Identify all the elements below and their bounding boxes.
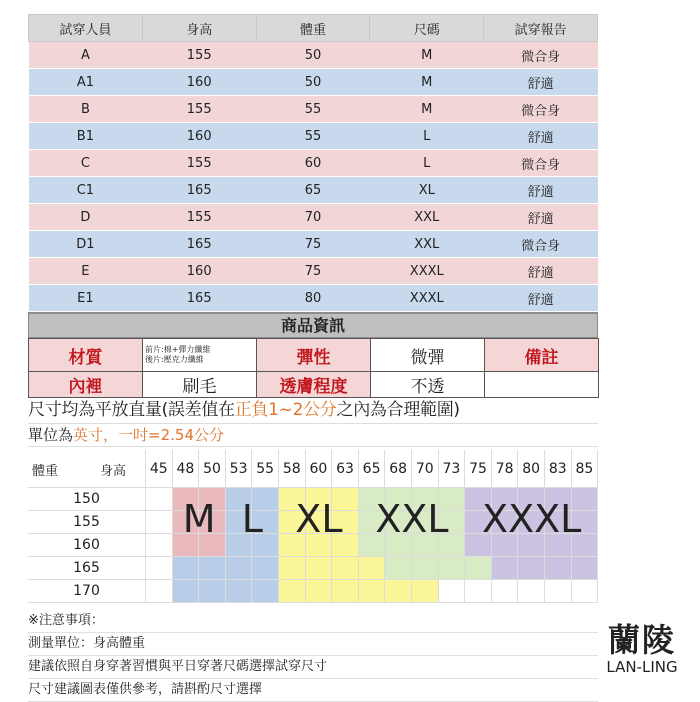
tryout-cell-size: L [370, 150, 484, 177]
weight-header: 80 [518, 450, 545, 488]
tryout-header-report: 試穿報告 [484, 15, 598, 42]
size-cell [465, 557, 492, 580]
weight-header: 83 [545, 450, 572, 488]
size-cell [279, 557, 306, 580]
tryout-cell-weight: 55 [256, 96, 370, 123]
tryout-header-row [29, 15, 598, 42]
weight-header: 45 [146, 450, 173, 488]
size-cell [412, 580, 439, 603]
tryout-header-size: 尺碼 [370, 15, 484, 42]
tryout-cell-tester: B1 [29, 123, 143, 150]
tryout-row [29, 123, 598, 150]
tryout-cell-size: M [370, 69, 484, 96]
weight-header: 63 [332, 450, 359, 488]
tryout-cell-report: 微合身 [484, 96, 598, 123]
weight-header: 50 [199, 450, 226, 488]
size-cell [545, 580, 572, 603]
height-row-label: 150 [28, 488, 146, 511]
tryout-cell-report: 微合身 [484, 231, 598, 258]
footer-note-line: 建議依照自身穿著習慣與平日穿著尺碼選擇試穿尺寸 [28, 656, 598, 679]
tryout-body [29, 42, 598, 312]
tryout-row [29, 42, 598, 69]
transparency-label: 透膚程度 [257, 372, 371, 398]
measurement-note-tail: 之內為合理範圍) [336, 400, 460, 420]
transparency-value: 不透 [371, 372, 485, 398]
tryout-cell-height: 165 [142, 285, 256, 312]
size-cell [439, 580, 466, 603]
tryout-cell-size: XL [370, 177, 484, 204]
tryout-cell-weight: 60 [256, 150, 370, 177]
tryout-cell-tester: E1 [29, 285, 143, 312]
tryout-row [29, 258, 598, 285]
size-cell [252, 557, 279, 580]
product-info-row [29, 372, 599, 398]
tryout-cell-weight: 75 [256, 258, 370, 285]
footer-notes [28, 610, 598, 702]
size-cell [146, 534, 173, 557]
weight-header: 78 [492, 450, 519, 488]
size-info-sheet [28, 14, 598, 702]
tryout-cell-report: 舒適 [484, 285, 598, 312]
size-cell [226, 580, 253, 603]
tryout-cell-height: 160 [142, 69, 256, 96]
tryout-cell-height: 155 [142, 204, 256, 231]
measurement-note-tolerance: 正負1~2公分 [234, 400, 337, 420]
unit-note-conversion: 英寸，一吋=2.54公分 [73, 426, 224, 444]
size-cell [332, 557, 359, 580]
tryout-cell-size: XXL [370, 231, 484, 258]
material-label: 材質 [29, 339, 143, 372]
weight-header: 55 [252, 450, 279, 488]
tryout-cell-size: XXXL [370, 258, 484, 285]
tryout-cell-size: XXL [370, 204, 484, 231]
size-cell [572, 557, 599, 580]
size-cell [465, 580, 492, 603]
tryout-cell-weight: 50 [256, 42, 370, 69]
height-row-label: 155 [28, 511, 146, 534]
size-cell [252, 580, 279, 603]
size-chart-corner-weight: 體重 [32, 464, 59, 479]
unit-note [28, 424, 598, 447]
tryout-row [29, 285, 598, 312]
lining-value: 刷毛 [143, 372, 257, 398]
footer-note-line: ※注意事項： [28, 610, 598, 633]
size-label-xxl: XXL [375, 497, 449, 541]
tryout-cell-report: 舒適 [484, 204, 598, 231]
tryout-row [29, 231, 598, 258]
size-cell [306, 557, 333, 580]
size-label-l: L [241, 497, 263, 541]
weight-header: 70 [412, 450, 439, 488]
tryout-header-weight: 體重 [256, 15, 370, 42]
brand-logo [596, 622, 688, 676]
tryout-header-height: 身高 [142, 15, 256, 42]
weight-header: 68 [385, 450, 412, 488]
product-info-row [29, 339, 599, 372]
measurement-note [28, 398, 598, 424]
tryout-cell-weight: 50 [256, 69, 370, 96]
tryout-cell-tester: D1 [29, 231, 143, 258]
weight-header: 85 [572, 450, 599, 488]
product-info-title: 商品資訊 [28, 312, 598, 338]
material-back-text: 後片:壓克力纖維 [145, 355, 204, 364]
tryout-cell-tester: A1 [29, 69, 143, 96]
elastic-label: 彈性 [257, 339, 371, 372]
size-cell [173, 557, 200, 580]
size-cell [332, 580, 359, 603]
footer-note-line: 測量單位：身高體重 [28, 633, 598, 656]
footer-note-line: 尺寸建議圖表僅供參考，請斟酌尺寸選擇 [28, 679, 598, 702]
elastic-value: 微彈 [371, 339, 485, 372]
tryout-cell-report: 舒適 [484, 123, 598, 150]
lining-label: 內裡 [29, 372, 143, 398]
size-cell [359, 557, 386, 580]
brand-name-english: LAN-LING [606, 658, 678, 676]
tryout-cell-height: 165 [142, 177, 256, 204]
size-cell [146, 557, 173, 580]
brand-name-chinese: 蘭陵 [607, 621, 676, 659]
size-cell [545, 557, 572, 580]
tryout-cell-height: 155 [142, 96, 256, 123]
size-cell [199, 580, 226, 603]
size-chart-corner [28, 450, 146, 488]
tryout-cell-height: 160 [142, 258, 256, 285]
tryout-cell-tester: B [29, 96, 143, 123]
size-cell [439, 557, 466, 580]
size-cell [279, 580, 306, 603]
tryout-cell-size: XXXL [370, 285, 484, 312]
height-row-label: 165 [28, 557, 146, 580]
tryout-row [29, 69, 598, 96]
measurement-note-text: 尺寸均為平放直量(誤差值在 [28, 400, 235, 420]
size-cell [359, 580, 386, 603]
weight-header: 65 [359, 450, 386, 488]
tryout-header-tester: 試穿人員 [29, 15, 143, 42]
size-cell [518, 580, 545, 603]
size-label-m: M [182, 497, 216, 541]
tryout-cell-weight: 70 [256, 204, 370, 231]
size-chart [28, 450, 598, 610]
tryout-cell-weight: 65 [256, 177, 370, 204]
size-cell [492, 580, 519, 603]
size-cell [146, 511, 173, 534]
tryout-cell-weight: 80 [256, 285, 370, 312]
tryout-cell-report: 舒適 [484, 177, 598, 204]
tryout-table [28, 14, 598, 312]
tryout-row [29, 150, 598, 177]
size-cell [412, 557, 439, 580]
tryout-row [29, 204, 598, 231]
size-cell [173, 580, 200, 603]
size-cell [146, 488, 173, 511]
weight-header: 73 [439, 450, 466, 488]
size-cell [518, 557, 545, 580]
remark-value [485, 372, 599, 398]
tryout-cell-tester: D [29, 204, 143, 231]
size-cell [385, 580, 412, 603]
tryout-cell-tester: C1 [29, 177, 143, 204]
tryout-cell-size: M [370, 96, 484, 123]
tryout-cell-size: M [370, 42, 484, 69]
tryout-cell-height: 165 [142, 231, 256, 258]
size-cell [385, 557, 412, 580]
product-info-table [28, 338, 599, 398]
unit-note-text: 單位為 [28, 426, 74, 444]
height-row-label: 160 [28, 534, 146, 557]
weight-header: 58 [279, 450, 306, 488]
tryout-cell-report: 微合身 [484, 42, 598, 69]
size-cell [306, 580, 333, 603]
size-label-xl: XL [295, 497, 343, 541]
tryout-cell-report: 微合身 [484, 150, 598, 177]
material-front-text: 前片:棉+彈力纖維 [145, 345, 211, 354]
height-row-label: 170 [28, 580, 146, 603]
weight-header: 60 [306, 450, 333, 488]
tryout-cell-weight: 75 [256, 231, 370, 258]
size-cell [572, 580, 599, 603]
tryout-row [29, 96, 598, 123]
size-cell [492, 557, 519, 580]
size-cell [226, 557, 253, 580]
size-cell [146, 580, 173, 603]
tryout-cell-tester: E [29, 258, 143, 285]
tryout-cell-height: 160 [142, 123, 256, 150]
tryout-cell-tester: C [29, 150, 143, 177]
tryout-cell-size: L [370, 123, 484, 150]
tryout-row [29, 177, 598, 204]
weight-header: 75 [465, 450, 492, 488]
weight-header: 48 [173, 450, 200, 488]
tryout-cell-weight: 55 [256, 123, 370, 150]
size-cell [199, 557, 226, 580]
remark-label: 備註 [485, 339, 599, 372]
size-label-xxxl: XXXL [482, 497, 582, 541]
weight-header: 53 [226, 450, 253, 488]
tryout-cell-report: 舒適 [484, 69, 598, 96]
tryout-cell-height: 155 [142, 150, 256, 177]
tryout-cell-report: 舒適 [484, 258, 598, 285]
material-value [143, 339, 257, 372]
tryout-cell-height: 155 [142, 42, 256, 69]
tryout-cell-tester: A [29, 42, 143, 69]
size-chart-corner-height: 身高 [100, 464, 127, 479]
